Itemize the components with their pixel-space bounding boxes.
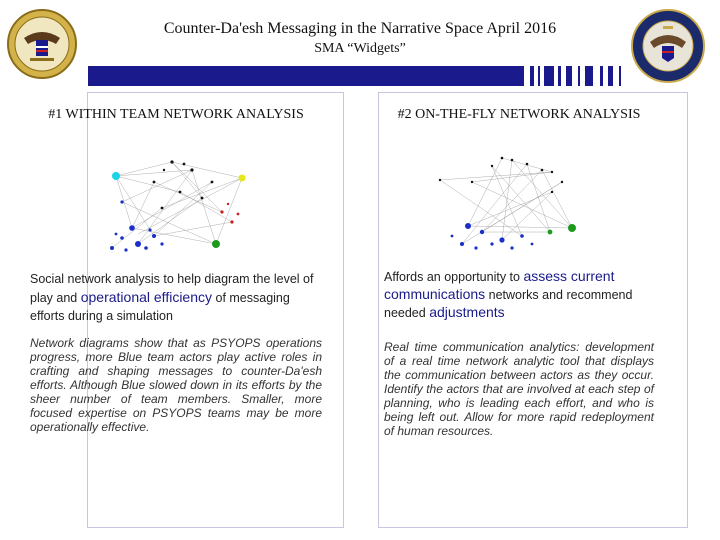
widget-2-body: Real time communication analytics: development of a real time network analytic tool that displays the communication between actors as they occur. Identify the actors that are involved at each step of planning, who is leading each effort, and who is being left out. Allow for more rapid redeployment of human resources. [384,340,654,438]
page-title: Counter-Da'esh Messaging in the Narrative Space April 2016 [163,20,557,37]
adjustments-highlight: adjustments [429,304,505,320]
department-of-defense-seal-icon [630,8,706,84]
on-the-fly-network-graph [432,152,592,256]
slide-header [0,0,720,90]
widget-1-heading: #1 WITHIN TEAM NETWORK ANALYSIS [48,107,304,122]
operational-efficiency-highlight: operational efficiency [80,289,213,305]
assess-communications-highlight: assess current communications [384,268,615,302]
page-subtitle: SMA “Widgets” [314,41,406,56]
header-band [88,66,628,86]
widget-2-heading: #2 ON-THE-FLY NETWORK ANALYSIS [397,107,641,122]
widget-2-description: Affords an opportunity to assess current communications networks and recommend needed adjustments [384,268,633,320]
widget-1-description: Social network analysis to help diagram the level of play and operational efficiency of messaging efforts during a simulation [30,272,314,323]
team-network-graph [92,152,252,256]
widget-1-body: Network diagrams show that as PSYOPS operations progress, more Blue team actors play active roles in crafting and shaping messages to counter-Da'esh efforts. Although Blue slowed down in its efforts by the sheer number of team members. Smaller, more focused expertise on PSYOPS teams may be more operationally effective. [30,336,322,434]
